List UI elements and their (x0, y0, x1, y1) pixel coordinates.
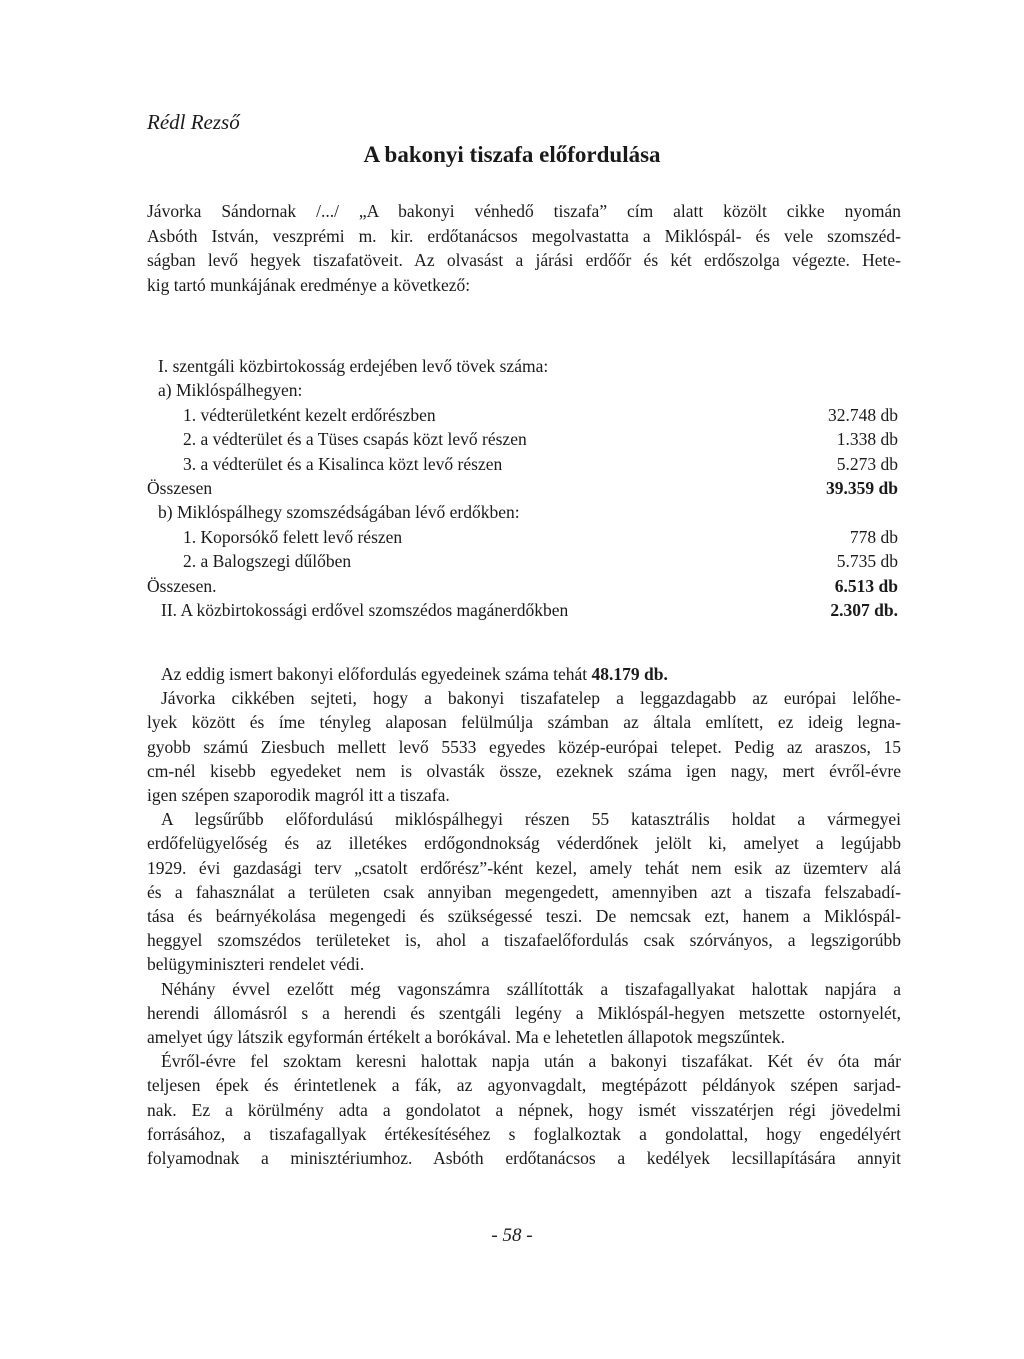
table-row (147, 574, 901, 598)
article-title: A bakonyi tiszafa előfordulása (363, 142, 661, 167)
intro-line: Asbóth István, veszprémi m. kir. erdőtanácsos megolvastatta a Miklóspál- és vele szomszéd- (147, 225, 901, 246)
row-value: 6.513 db (834, 575, 898, 596)
table-row (147, 598, 901, 622)
body-line: és a fahasználat a területen csak annyiban megengedett, amennyiben azt a tiszafa felszabadí- (147, 881, 901, 902)
author-name: Rédl Rezső (147, 110, 240, 134)
body-line: Néhány évvel ezelőtt még vagonszámra szállították a tiszafagallyakat halottak napjára a (161, 978, 901, 999)
page-number: - 58 - (491, 1225, 533, 1246)
body-line: herendi állomásról s a herendi és szentgáli legény a Miklóspál-hegyen metszette ostornyelét, (147, 1002, 901, 1023)
row-value: 778 db (849, 526, 898, 547)
body-line: cm-nél kisebb egyedeket nem is olvasták össze, ezeknek száma igen nagy, mert évről-évre (147, 760, 901, 781)
row-label: 2. a védterület és a Tüses csapás közt levő részen (183, 429, 527, 450)
row-label: 2. a Balogszegi dűlőben (183, 551, 352, 572)
row-value: 5.273 db (836, 453, 898, 474)
body-line: gyobb számú Ziesbuch mellett levő 5533 egyedes közép-európai telepet. Pedig az araszos, 15 (147, 736, 901, 757)
count-table (147, 354, 901, 622)
table-row (147, 549, 901, 573)
row-label: Összesen. (147, 575, 217, 596)
body-line: belügyminiszteri rendelet védi. (147, 954, 365, 975)
body-line: amelyet úgy látszik egyformán értékelt a borókával. Ma e lehetetlen állapotok megszűntek. (147, 1027, 786, 1048)
row-value: 32.748 db (828, 404, 898, 425)
body-line: tása és beárnyékolása megengedi és szükségessé teszi. De nemcsak ezt, hanem a Miklóspál- (147, 906, 901, 927)
table-row (147, 500, 901, 524)
row-value: 5.735 db (836, 551, 898, 572)
body-line: Évről-évre fel szoktam keresni halottak napja után a bakonyi tiszafákat. Két év óta már (161, 1051, 901, 1072)
table-row (147, 525, 901, 549)
row-label: 1. Koporsókő felett levő részen (183, 526, 403, 547)
body-line: heggyel szomszédos területeket is, ahol a tiszafaelőfordulás csak szórványos, a legszigorúbb (147, 930, 901, 951)
row-value: 2.307 db. (830, 599, 898, 620)
row-label: b) Miklóspálhegy szomszédságában lévő erdőkben: (158, 502, 520, 523)
intro-line: ságban levő hegyek tiszafatöveit. Az olvasást a járási erdőőr és két erdőszolga végezte. Hete- (147, 250, 901, 270)
row-label: a) Miklóspálhegyen: (158, 380, 303, 401)
row-label: I. szentgáli közbirtokosság erdejében levő tövek száma: (158, 356, 549, 376)
body-line: nak. Ez a körülmény adta a gondolatot a népnek, hogy ismét visszatérjen régi jövedelmi (147, 1099, 901, 1120)
body-line: erdőfelügyelőség és az illetékes erdőgondnokság véderdőnek jelölt ki, amelyet a legújabb (147, 833, 901, 854)
row-value: 39.359 db (826, 477, 898, 498)
table-row (147, 427, 901, 451)
row-label: 1. védterületként kezelt erdőrészben (183, 404, 436, 425)
body-line: Jávorka cikkében sejteti, hogy a bakonyi tiszafatelep a leggazdagabb az európai lelőhe- (161, 688, 901, 709)
intro-paragraph (147, 199, 901, 297)
body-line: forrásához, a tiszafagallyak értékesítéséhez s foglalkoztak a gondolattal, hogy engedélyért (147, 1123, 901, 1144)
row-label: Összesen (147, 477, 213, 498)
summary-total: 48.179 db. (591, 664, 668, 684)
body-line: lyek között és íme tényleg alaposan felülmúlja számban az általa említett, ez ideig legna- (147, 712, 901, 733)
body-line: teljesen épek és érintetlenek a fák, az agyonvagdalt, megtépázott példányok szépen sarjad- (147, 1075, 901, 1096)
table-row (147, 354, 901, 378)
intro-line: kig tartó munkájának eredménye a következő: (147, 274, 471, 295)
row-label: II. A közbirtokossági erdővel szomszédos magánerdőkben (161, 599, 569, 620)
body-line: A legsűrűbb előfordulású miklóspálhegyi részen 55 katasztrális holdat a vármegyei (161, 809, 901, 830)
row-value: 1.338 db (836, 429, 898, 450)
body-line: igen szépen szaporodik magról itt a tiszafa. (147, 785, 450, 806)
table-row (147, 403, 901, 427)
body-line: folyamodnak a minisztériumhoz. Asbóth erdőtanácsos a kedélyek lecsillapítására annyit (147, 1148, 901, 1169)
table-row (147, 378, 901, 402)
body-text (147, 662, 901, 1170)
table-row (147, 452, 901, 476)
summary-line: Az eddig ismert bakonyi előfordulás egyedeinek száma tehát 48.179 db. (161, 664, 668, 684)
intro-line: Jávorka Sándornak /.../ „A bakonyi vénhedő tiszafa” cím alatt közölt cikke nyomán (147, 201, 901, 221)
body-line: 1929. évi gazdasági terv „csatolt erdőrész”-ként kezel, amely tehát nem esik az üzemterv alá (147, 857, 901, 878)
table-row (147, 476, 901, 500)
row-label: 3. a védterület és a Kisalinca közt levő részen (183, 453, 503, 474)
